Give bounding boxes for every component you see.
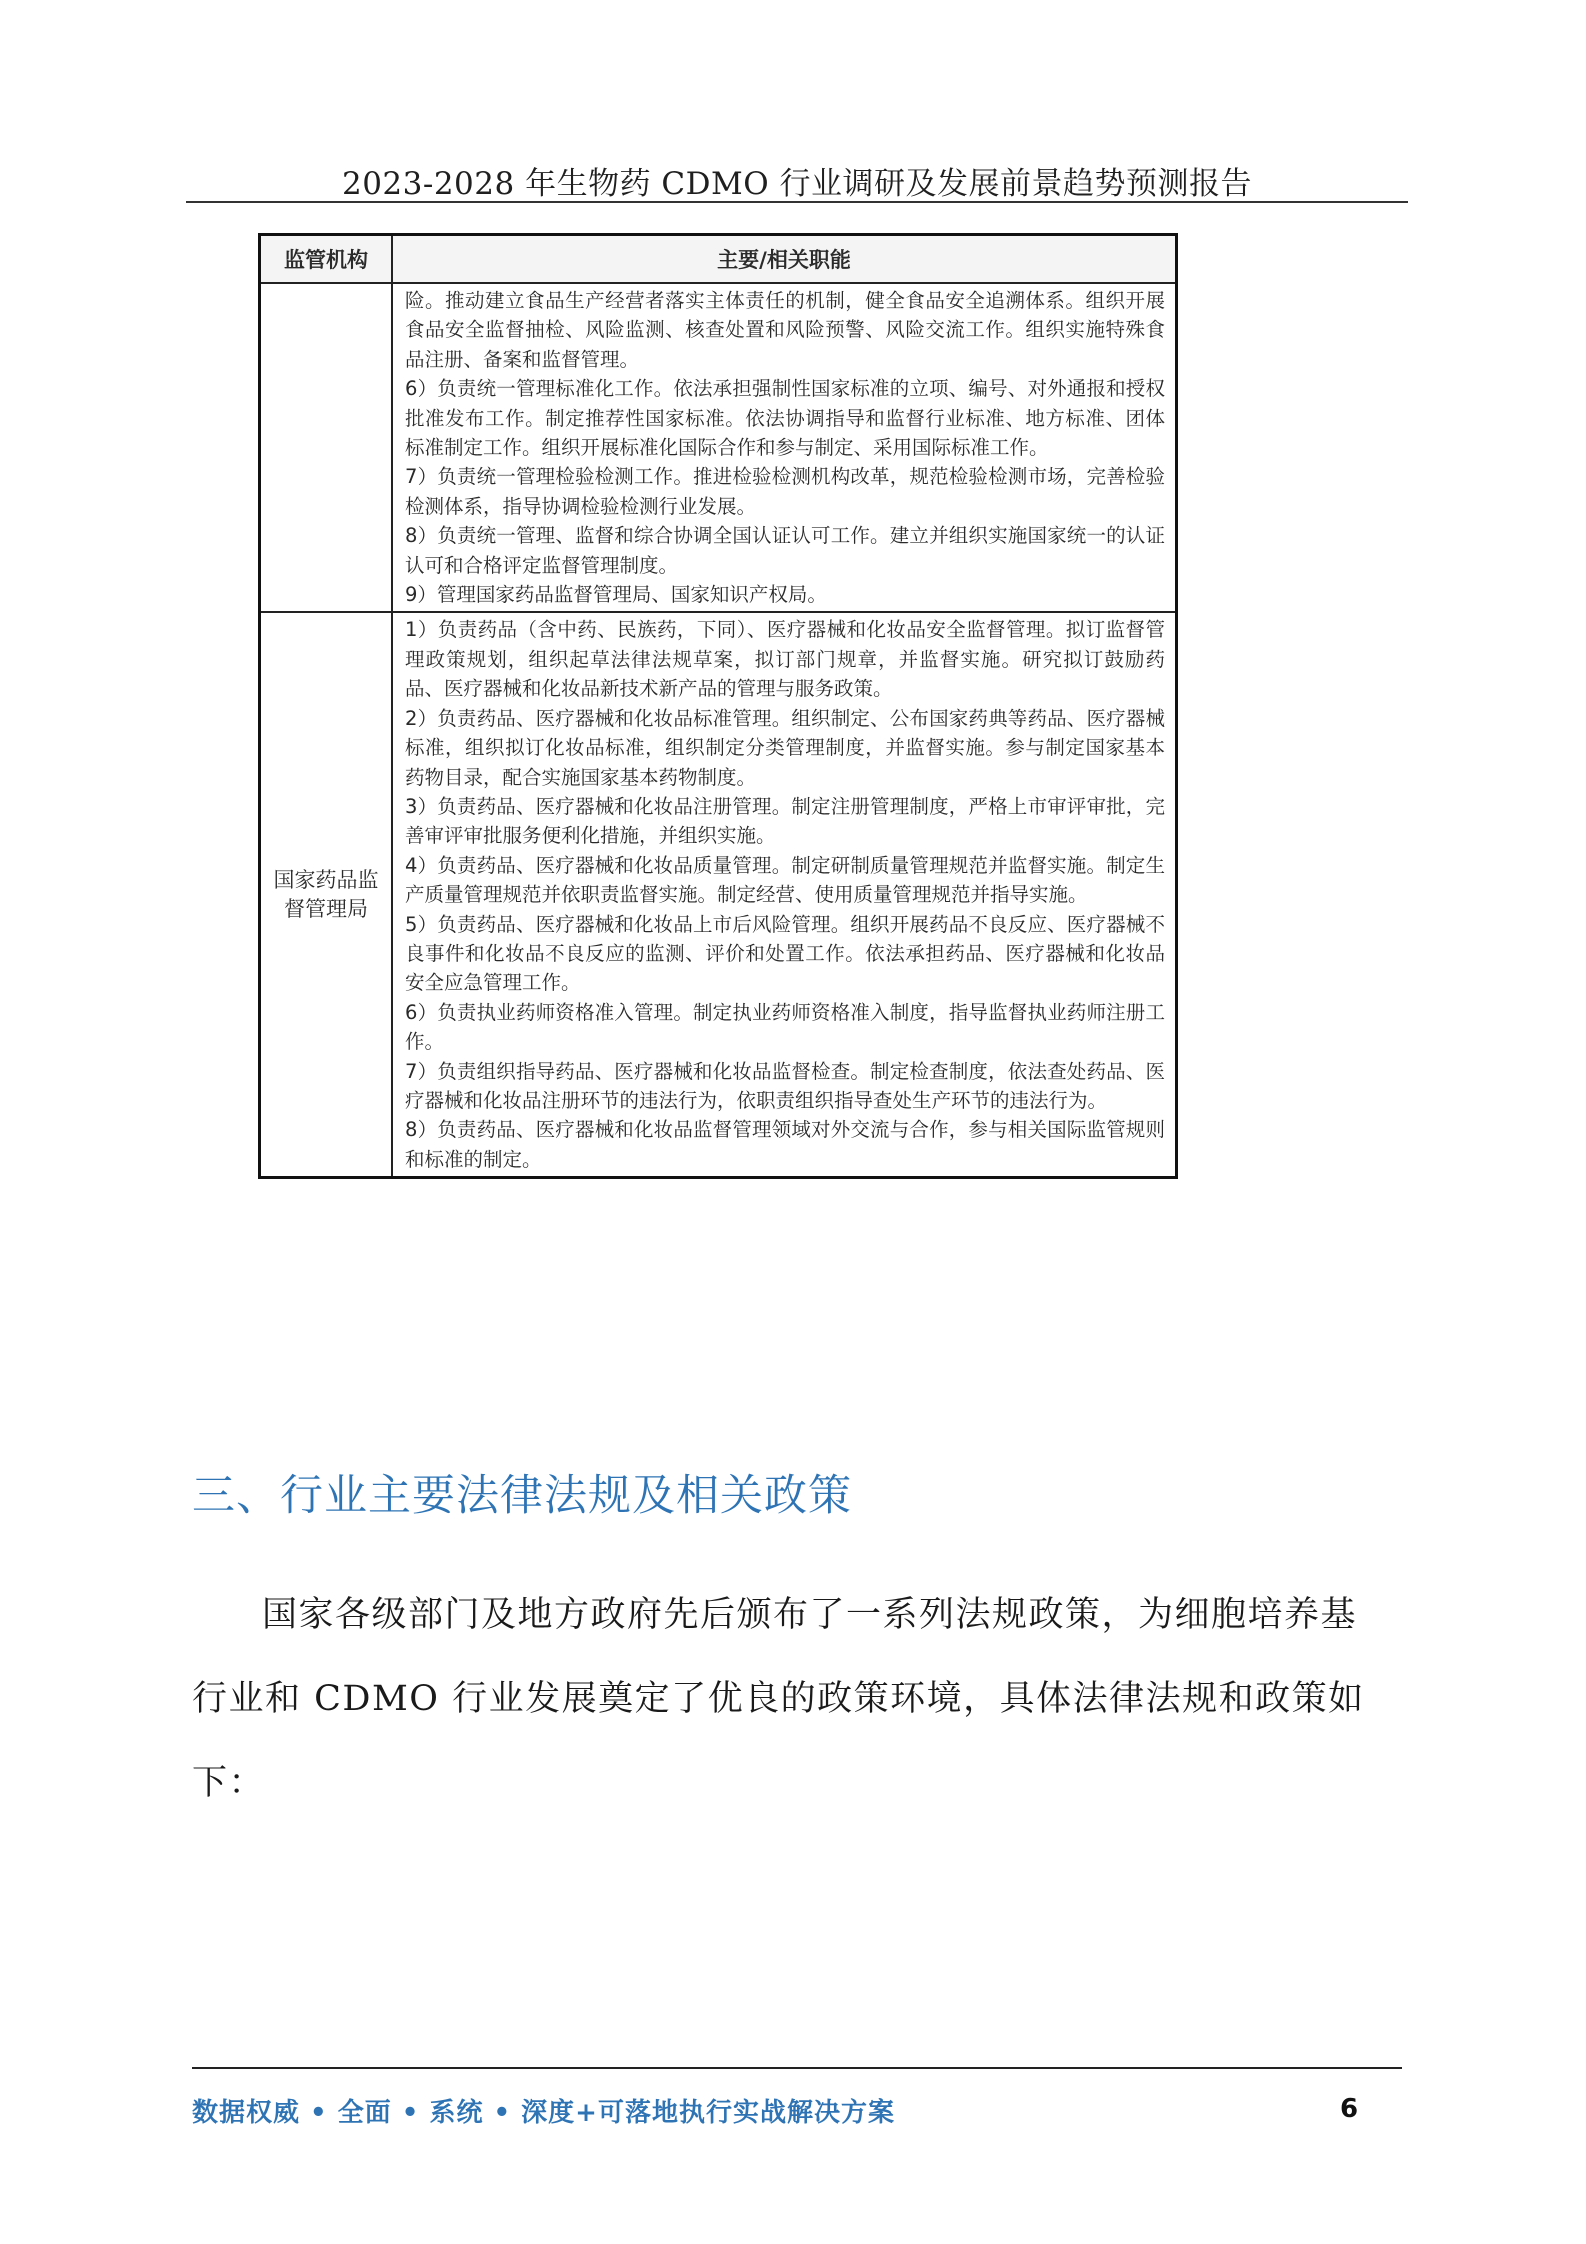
column-header-duties: 主要/相关职能 (392, 235, 1177, 284)
duty-item: 7）负责组织指导药品、医疗器械和化妆品监督检查。制定检查制度，依法查处药品、医疗器械和化妆品注册环节的违法行为，依职责组织指导查处生产环节的违法行为。 (405, 1059, 1165, 1112)
duties-cell (392, 283, 1177, 612)
table-header-row (260, 235, 1177, 284)
footer-slogan: 数据权威 • 全面 • 系统 • 深度+可落地执行实战解决方案 (192, 2098, 895, 2128)
duty-item: 9）管理国家药品监督管理局、国家知识产权局。 (405, 583, 827, 607)
column-header-agency: 监管机构 (260, 235, 393, 284)
duty-item: 7）负责统一管理检验检测工作。推进检验检测机构改革，规范检验检测市场，完善检验检测体系，指导协调检验检测行业发展。 (405, 465, 1165, 518)
duty-item: 6）负责执业药师资格准入管理。制定执业药师资格准入制度，指导监督执业药师注册工作。 (405, 1000, 1165, 1054)
duty-item: 险。推动建立食品生产经营者落实主体责任的机制，健全食品安全追溯体系。组织开展食品安全监督抽检、风险监测、核查处置和风险预警、风险交流工作。组织实施特殊食品注册、备案和监督管理。 (405, 289, 1165, 371)
duty-item: 3）负责药品、医疗器械和化妆品注册管理。制定注册管理制度，严格上市审评审批，完善审评审批服务便利化措施，并组织实施。 (405, 794, 1165, 848)
duties-cell (392, 612, 1177, 1177)
duty-item: 8）负责统一管理、监督和综合协调全国认证认可工作。建立并组织实施国家统一的认证认可和合格评定监督管理制度。 (405, 524, 1165, 577)
body-paragraph: 国家各级部门及地方政府先后颁布了一系列法规政策，为细胞培养基行业和 CDMO 行业发展奠定了优良的政策环境，具体法律法规和政策如下： (192, 1595, 1365, 1803)
table-row (260, 283, 1177, 612)
regulator-table (258, 233, 1178, 1179)
table-row (260, 612, 1177, 1177)
duty-item: 8）负责药品、医疗器械和化妆品监督管理领域对外交流与合作，参与相关国际监管规则和标准的制定。 (405, 1118, 1165, 1171)
header-divider (186, 201, 1408, 203)
section-heading: 三、行业主要法律法规及相关政策 (192, 1471, 852, 1521)
footer-divider (192, 2067, 1402, 2069)
duty-item: 6）负责统一管理标准化工作。依法承担强制性国家标准的立项、编号、对外通报和授权批准发布工作。制定推荐性国家标准。依法协调指导和监督行业标准、地方标准、团体标准制定工作。组织开展标准化国际合作和参与制定、采用国际标准工作。 (405, 377, 1165, 460)
duty-item: 4）负责药品、医疗器械和化妆品质量管理。制定研制质量管理规范并监督实施。制定生产质量管理规范并依职责监督实施。制定经营、使用质量管理规范并指导实施。 (405, 853, 1165, 907)
duty-item: 5）负责药品、医疗器械和化妆品上市后风险管理。组织开展药品不良反应、医疗器械不良事件和化妆品不良反应的监测、评价和处置工作。依法承担药品、医疗器械和化妆品安全应急管理工作。 (405, 912, 1165, 995)
agency-cell: 国家药品监督管理局 (260, 612, 393, 1177)
report-title: 2023-2028 年生物药 CDMO 行业调研及发展前景趋势预测报告 (341, 166, 1253, 202)
page-number: 6 (1340, 2094, 1359, 2124)
duty-item: 1）负责药品（含中药、民族药，下同）、医疗器械和化妆品安全监督管理。拟订监督管理政策规划，组织起草法律法规草案，拟订部门规章，并监督实施。研究拟订鼓励药品、医疗器械和化妆品新技术新产品的管理与服务政策。 (405, 618, 1165, 701)
agency-cell (260, 283, 393, 612)
duty-item: 2）负责药品、医疗器械和化妆品标准管理。组织制定、公布国家药典等药品、医疗器械标准，组织拟订化妆品标准，组织制定分类管理制度，并监督实施。参与制定国家基本药物目录，配合实施国家基本药物制度。 (405, 706, 1165, 789)
